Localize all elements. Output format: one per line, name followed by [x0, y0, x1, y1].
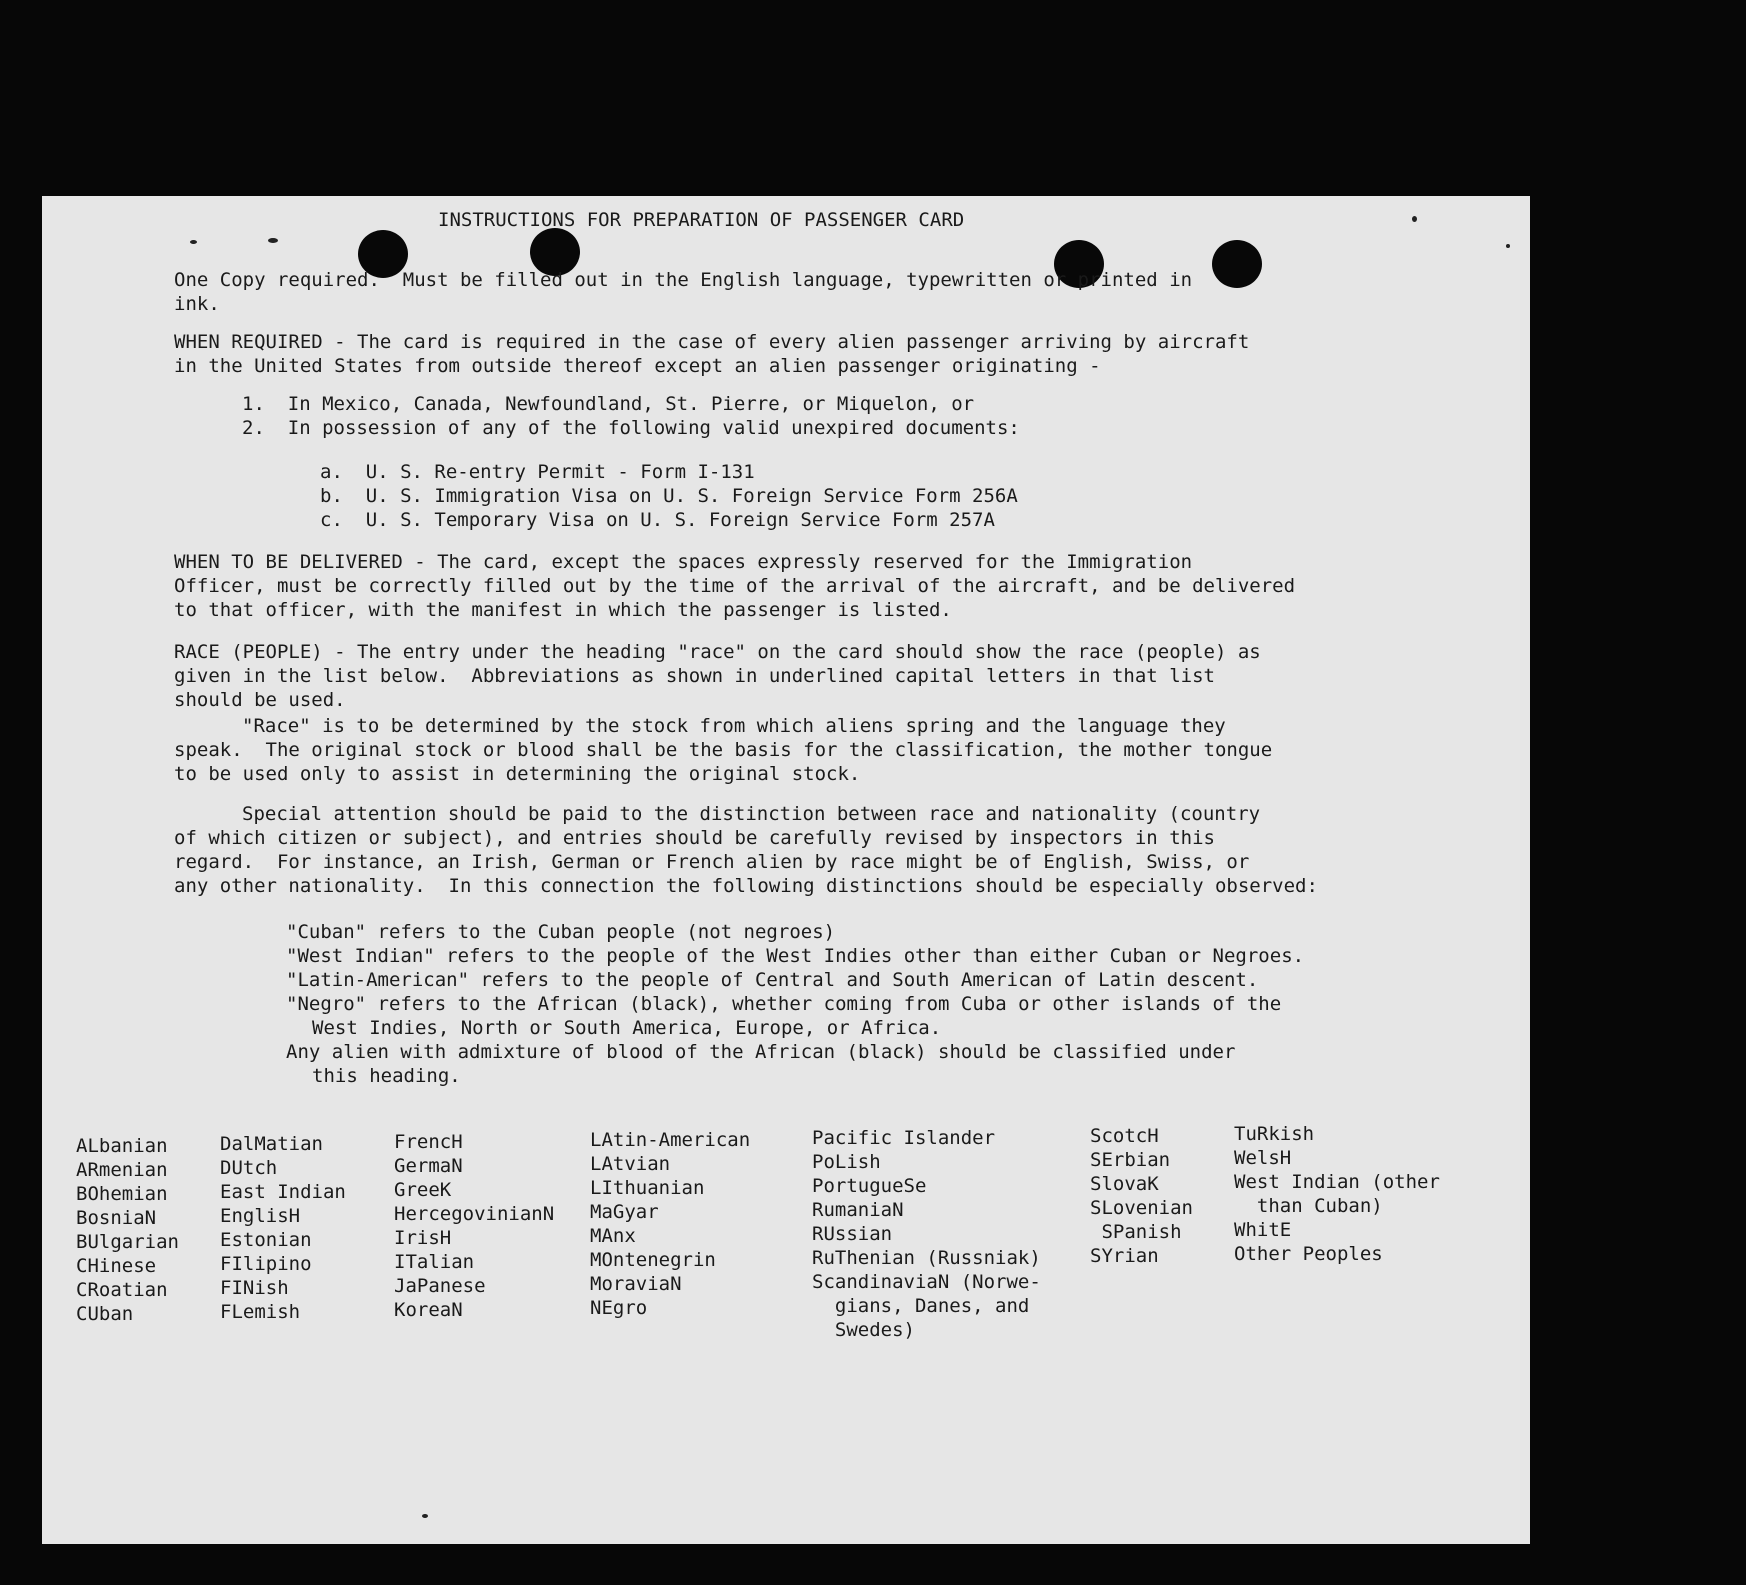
list-item: CRoatian — [76, 1279, 168, 1301]
distinction-line: "West Indian" refers to the people of the West Indies other than either Cuban or Negroes. — [286, 945, 1305, 967]
peoples-column-7 — [1234, 1122, 1440, 1266]
list-item: SErbian — [1090, 1149, 1171, 1171]
distinction-line: "Negro" refers to the African (black), whether coming from Cuba or other islands of the — [286, 993, 1282, 1015]
list-item: MoraviaN — [590, 1273, 682, 1295]
distinction-line: "Cuban" refers to the Cuban people (not negroes) — [286, 921, 836, 943]
list-item: HercegovinianN — [394, 1203, 555, 1225]
peoples-column-4 — [590, 1128, 750, 1320]
list-item: BOhemian — [76, 1183, 168, 1205]
distinction-line: Any alien with admixture of blood of the African (black) should be classified under — [286, 1041, 1236, 1063]
list-item: SYrian — [1090, 1245, 1159, 1267]
list-item: Swedes) — [812, 1319, 915, 1341]
list-item: TuRkish — [1234, 1123, 1315, 1145]
when-required-text: WHEN REQUIRED - The card is required in the case of every alien passenger arriving by aircraft — [174, 331, 1250, 353]
list-item: RUssian — [812, 1223, 893, 1245]
list-item: PortugueSe — [812, 1175, 927, 1197]
list-item: MAnx — [590, 1225, 636, 1247]
list-item: BUlgarian — [76, 1231, 179, 1253]
when-delivered-text: Officer, must be correctly filled out by the time of the arrival of the aircraft, and be delivered — [174, 575, 1296, 597]
list-item: Estonian — [220, 1229, 312, 1251]
punch-hole — [1212, 240, 1262, 288]
list-item: LAtvian — [590, 1153, 671, 1175]
distinction-line: West Indies, North or South America, Europe, or Africa. — [312, 1017, 942, 1039]
list-item: ScandinaviaN (Norwe- — [812, 1271, 1041, 1293]
list-item: than Cuban) — [1234, 1195, 1383, 1217]
list-item: IrisH — [394, 1227, 452, 1249]
when-required-text: in the United States from outside thereof except an alien passenger originating - — [174, 355, 1101, 377]
list-item: gians, Danes, and — [812, 1295, 1030, 1317]
list-item: GermaN — [394, 1155, 463, 1177]
list-item: ScotcH — [1090, 1125, 1159, 1147]
page-title: INSTRUCTIONS FOR PREPARATION OF PASSENGER CARD — [438, 209, 965, 231]
list-item: WelsH — [1234, 1147, 1292, 1169]
list-item: JaPanese — [394, 1275, 486, 1297]
list-item: a. U. S. Re-entry Permit - Form I-131 — [320, 461, 755, 483]
list-item: LAtin-American — [590, 1129, 751, 1151]
list-item: c. U. S. Temporary Visa on U. S. Foreign Service Form 257A — [320, 509, 995, 531]
list-item: SlovaK — [1090, 1173, 1159, 1195]
list-item: 2. In possession of any of the following valid unexpired documents: — [242, 417, 1020, 439]
list-item: FINish — [220, 1277, 289, 1299]
race-text: to be used only to assist in determining the original stock. — [174, 763, 861, 785]
list-item: RumaniaN — [812, 1199, 904, 1221]
list-item: NEgro — [590, 1297, 648, 1319]
race-text: RACE (PEOPLE) - The entry under the heading "race" on the card should show the race (people) as — [174, 641, 1261, 663]
peoples-column-6 — [1090, 1124, 1193, 1268]
list-item: Other Peoples — [1234, 1243, 1383, 1265]
list-item: PoLish — [812, 1151, 881, 1173]
document-page — [42, 196, 1530, 1544]
list-item: KoreaN — [394, 1299, 463, 1321]
race-text: speak. The original stock or blood shall be the basis for the classification, the mother tongue — [174, 739, 1273, 761]
list-item: ARmenian — [76, 1159, 168, 1181]
intro-line: ink. — [174, 293, 220, 315]
special-text: Special attention should be paid to the distinction between race and nationality (country — [242, 803, 1261, 825]
race-text: given in the list below. Abbreviations as shown in underlined capital letters in that list — [174, 665, 1215, 687]
list-item: LIthuanian — [590, 1177, 705, 1199]
peoples-column-3 — [394, 1130, 554, 1322]
list-item: CUban — [76, 1303, 134, 1325]
when-delivered-text: WHEN TO BE DELIVERED - The card, except the spaces expressly reserved for the Immigration — [174, 551, 1193, 573]
list-item: ITalian — [394, 1251, 475, 1273]
list-item: RuThenian (Russniak) — [812, 1247, 1041, 1269]
list-item: WhitE — [1234, 1219, 1292, 1241]
list-item: SLovenian — [1090, 1197, 1193, 1219]
list-item: EnglisH — [220, 1205, 301, 1227]
list-item: FLemish — [220, 1301, 301, 1323]
list-item: ALbanian — [76, 1135, 168, 1157]
distinction-line: "Latin-American" refers to the people of Central and South American of Latin descent. — [286, 969, 1259, 991]
list-item: Pacific Islander — [812, 1127, 996, 1149]
list-item: BosniaN — [76, 1207, 157, 1229]
peoples-column-2 — [220, 1132, 346, 1324]
list-item: b. U. S. Immigration Visa on U. S. Foreign Service Form 256A — [320, 485, 1018, 507]
special-text: any other nationality. In this connection the following distinctions should be especially observed: — [174, 875, 1318, 897]
list-item: MOntenegrin — [590, 1249, 716, 1271]
list-item: FrencH — [394, 1131, 463, 1153]
race-text: "Race" is to be determined by the stock from which aliens spring and the language they — [242, 715, 1226, 737]
intro-line: One Copy required. Must be filled out in the English language, typewritten or printed in — [174, 269, 1193, 291]
list-item: DUtch — [220, 1157, 278, 1179]
list-item: DalMatian — [220, 1133, 323, 1155]
special-text: regard. For instance, an Irish, German or French alien by race might be of English, Swiss, or — [174, 851, 1250, 873]
list-item: MaGyar — [590, 1201, 659, 1223]
list-item: CHinese — [76, 1255, 157, 1277]
list-item: East Indian — [220, 1181, 346, 1203]
special-text: of which citizen or subject), and entries should be carefully revised by inspectors in this — [174, 827, 1215, 849]
when-delivered-text: to that officer, with the manifest in which the passenger is listed. — [174, 599, 952, 621]
list-item: GreeK — [394, 1179, 452, 1201]
list-item: West Indian (other — [1234, 1171, 1440, 1193]
race-text: should be used. — [174, 689, 346, 711]
peoples-column-1 — [76, 1134, 179, 1326]
list-item: SPanish — [1090, 1221, 1182, 1243]
distinction-line: this heading. — [312, 1065, 461, 1087]
peoples-column-5 — [812, 1126, 1041, 1342]
list-item: 1. In Mexico, Canada, Newfoundland, St. Pierre, or Miquelon, or — [242, 393, 975, 415]
list-item: FIlipino — [220, 1253, 312, 1275]
